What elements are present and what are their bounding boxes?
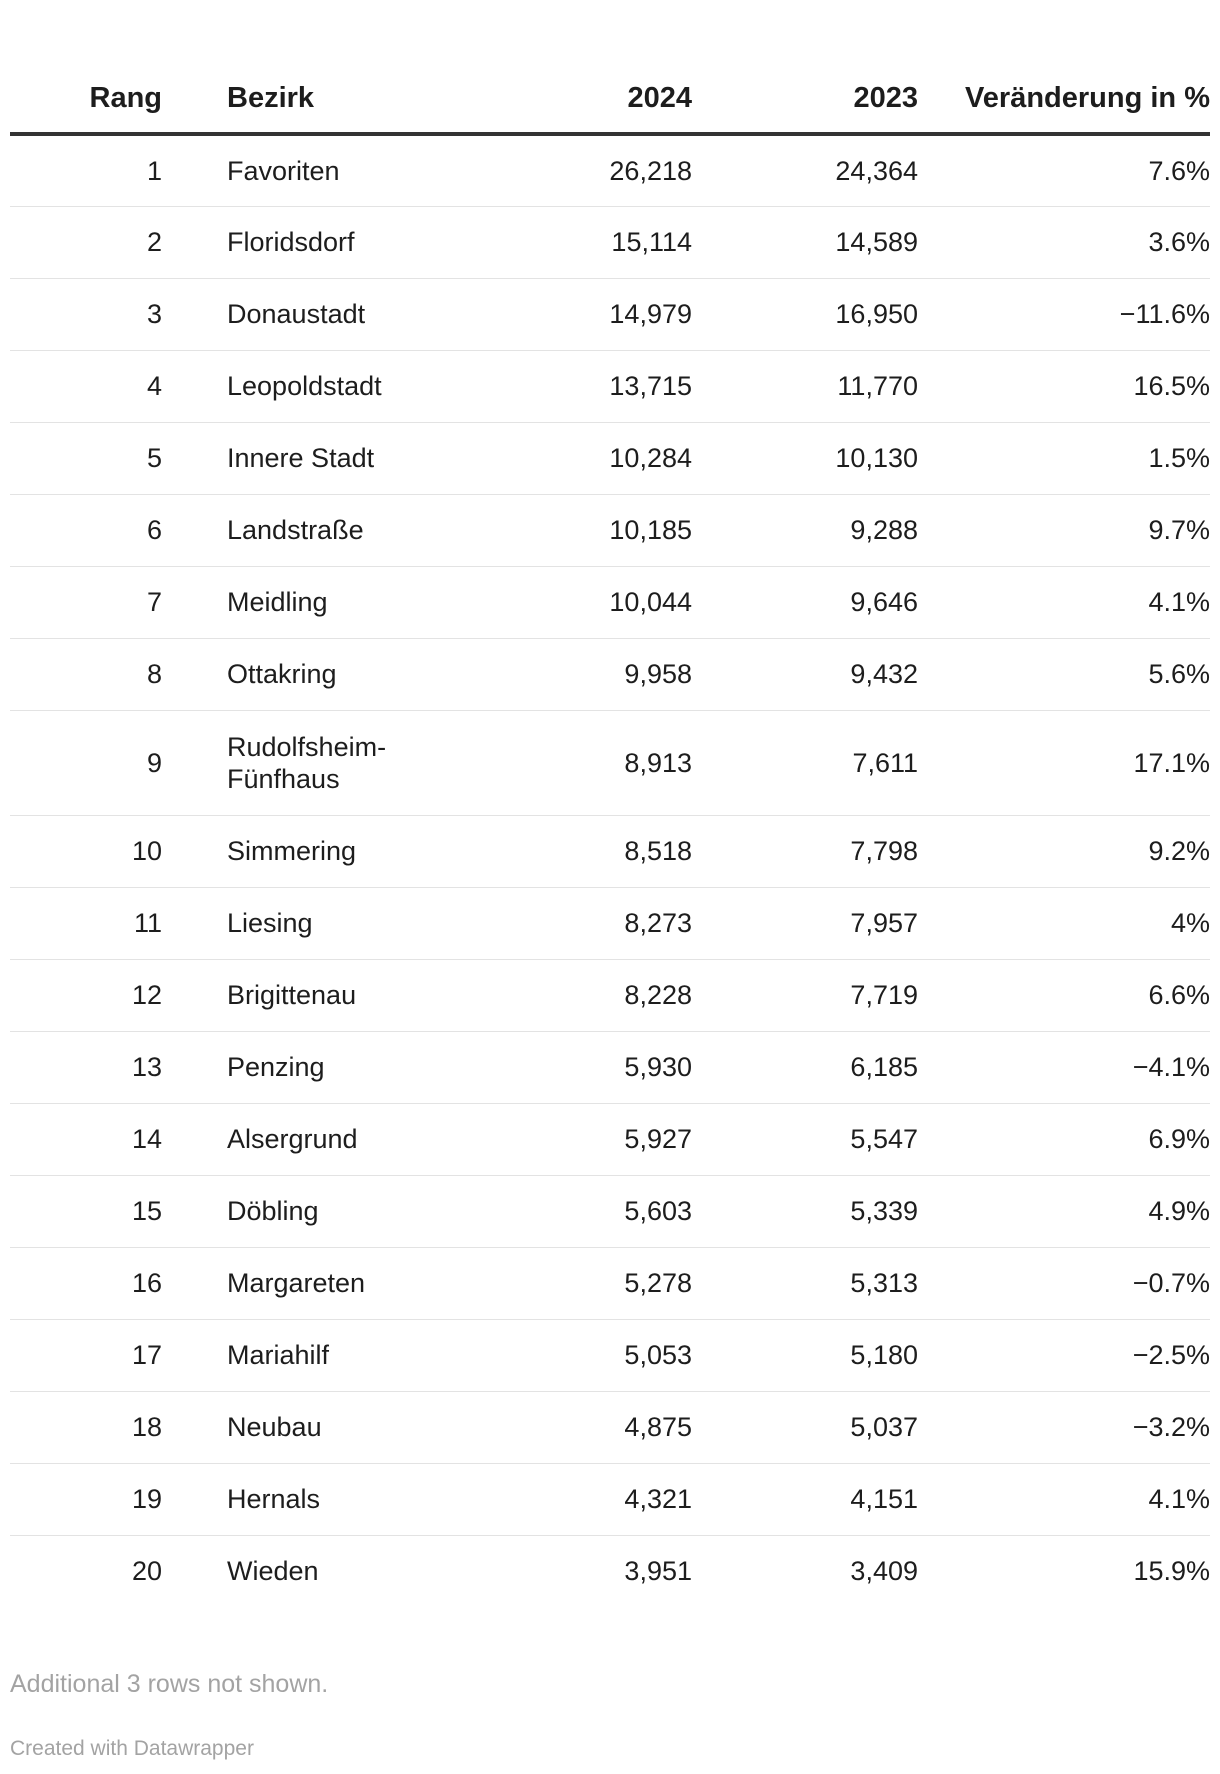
cell-2023: 9,646 — [692, 566, 918, 638]
cell-veraenderung: 4% — [918, 887, 1210, 959]
cell-2024: 5,927 — [462, 1103, 692, 1175]
cell-2024: 4,321 — [462, 1463, 692, 1535]
cell-2024: 4,875 — [462, 1391, 692, 1463]
cell-bezirk: Landstraße — [162, 494, 462, 566]
cell-rang: 19 — [10, 1463, 162, 1535]
cell-2023: 14,589 — [692, 206, 918, 278]
table-row — [10, 1031, 1210, 1103]
cell-bezirk: Simmering — [162, 815, 462, 887]
cell-bezirk: Ottakring — [162, 638, 462, 710]
cell-veraenderung: 5.6% — [918, 638, 1210, 710]
cell-bezirk: Neubau — [162, 1391, 462, 1463]
table-row — [10, 1175, 1210, 1247]
cell-bezirk: Brigittenau — [162, 959, 462, 1031]
table-row — [10, 1319, 1210, 1391]
rows-not-shown-note: Additional 3 rows not shown. — [10, 1670, 329, 1698]
cell-rang: 5 — [10, 422, 162, 494]
cell-veraenderung: −3.2% — [918, 1391, 1210, 1463]
table-row — [10, 1391, 1210, 1463]
cell-2024: 15,114 — [462, 206, 692, 278]
cell-2024: 8,228 — [462, 959, 692, 1031]
header-rang[interactable]: Rang — [10, 40, 162, 134]
cell-2023: 6,185 — [692, 1031, 918, 1103]
cell-2023: 10,130 — [692, 422, 918, 494]
cell-rang: 1 — [10, 134, 162, 206]
cell-2024: 26,218 — [462, 134, 692, 206]
cell-veraenderung: 6.9% — [918, 1103, 1210, 1175]
data-table — [10, 40, 1210, 1607]
cell-bezirk: Rudolfsheim-Fünfhaus — [162, 710, 462, 815]
table-row — [10, 350, 1210, 422]
cell-veraenderung: 4.1% — [918, 566, 1210, 638]
table-row — [10, 710, 1210, 815]
cell-2024: 5,278 — [462, 1247, 692, 1319]
table-body — [10, 134, 1210, 1607]
cell-bezirk: Döbling — [162, 1175, 462, 1247]
cell-bezirk: Wieden — [227, 1556, 319, 1587]
table-row — [10, 206, 1210, 278]
cell-bezirk: Favoriten — [162, 134, 462, 206]
cell-veraenderung: 9.7% — [918, 494, 1210, 566]
header-2024[interactable]: 2024 — [462, 40, 692, 134]
cell-veraenderung: 4.1% — [918, 1463, 1210, 1535]
header-row — [10, 40, 1210, 134]
cell-2024: 13,715 — [462, 350, 692, 422]
table-row — [10, 494, 1210, 566]
cell-2023: 5,313 — [692, 1247, 918, 1319]
cell-veraenderung: 3.6% — [918, 206, 1210, 278]
datawrapper-credit[interactable]: Created with Datawrapper — [10, 1737, 254, 1760]
header-bezirk[interactable]: Bezirk — [162, 40, 462, 134]
cell-2024: 5,053 — [462, 1319, 692, 1391]
table-row — [10, 1103, 1210, 1175]
cell-rang: 15 — [10, 1175, 162, 1247]
cell-2024: 5,603 — [462, 1175, 692, 1247]
cell-rang: 20 — [131, 1556, 162, 1587]
cell-rang: 3 — [10, 278, 162, 350]
table-row — [10, 1247, 1210, 1319]
cell-2024: 10,185 — [462, 494, 692, 566]
cell-rang: 17 — [10, 1319, 162, 1391]
cell-rang: 16 — [10, 1247, 162, 1319]
cell-bezirk: Hernals — [162, 1463, 462, 1535]
cell-rang: 8 — [10, 638, 162, 710]
cell-veraenderung: 4.9% — [918, 1175, 1210, 1247]
cell-2024: 8,518 — [462, 815, 692, 887]
cell-2024: 8,273 — [462, 887, 692, 959]
cell-2023: 5,037 — [692, 1391, 918, 1463]
cell-2023: 7,798 — [692, 815, 918, 887]
cell-veraenderung: −4.1% — [918, 1031, 1210, 1103]
cell-2023: 7,957 — [692, 887, 918, 959]
cell-bezirk: Mariahilf — [162, 1319, 462, 1391]
cell-2023: 3,409 — [850, 1556, 918, 1587]
cell-rang: 14 — [10, 1103, 162, 1175]
header-veraenderung[interactable]: Veränderung in % — [918, 40, 1210, 134]
cell-rang: 9 — [10, 710, 162, 815]
cell-veraenderung: −0.7% — [918, 1247, 1210, 1319]
cell-veraenderung: 9.2% — [918, 815, 1210, 887]
cell-bezirk: Liesing — [162, 887, 462, 959]
cell-bezirk: Leopoldstadt — [162, 350, 462, 422]
cell-bezirk: Meidling — [162, 566, 462, 638]
table-row — [10, 422, 1210, 494]
cell-2024: 9,958 — [462, 638, 692, 710]
cell-bezirk: Floridsdorf — [162, 206, 462, 278]
cell-rang: 6 — [10, 494, 162, 566]
cell-veraenderung: 17.1% — [918, 710, 1210, 815]
cell-2023: 4,151 — [692, 1463, 918, 1535]
cell-bezirk: Penzing — [162, 1031, 462, 1103]
cell-2023: 5,180 — [692, 1319, 918, 1391]
cell-rang: 18 — [10, 1391, 162, 1463]
cell-rang: 10 — [10, 815, 162, 887]
cell-rang: 7 — [10, 566, 162, 638]
cell-bezirk: Alsergrund — [162, 1103, 462, 1175]
table-row — [10, 638, 1210, 710]
cell-2023: 24,364 — [692, 134, 918, 206]
cell-2024: 3,951 — [624, 1556, 692, 1587]
cell-bezirk: Donaustadt — [162, 278, 462, 350]
cell-veraenderung: 6.6% — [918, 959, 1210, 1031]
cell-rang: 2 — [10, 206, 162, 278]
cell-2024: 10,284 — [462, 422, 692, 494]
cell-bezirk: Margareten — [162, 1247, 462, 1319]
cell-rang: 11 — [10, 887, 162, 959]
cell-2023: 16,950 — [692, 278, 918, 350]
table-row — [10, 278, 1210, 350]
table-header — [10, 40, 1210, 134]
cell-rang: 4 — [10, 350, 162, 422]
table-row — [10, 815, 1210, 887]
cell-2023: 5,547 — [692, 1103, 918, 1175]
cell-2023: 5,339 — [692, 1175, 918, 1247]
cell-veraenderung: 7.6% — [918, 134, 1210, 206]
cell-veraenderung: −11.6% — [918, 278, 1210, 350]
cell-veraenderung: −2.5% — [918, 1319, 1210, 1391]
cell-2023: 9,288 — [692, 494, 918, 566]
table-row — [10, 134, 1210, 206]
cell-2024: 8,913 — [462, 710, 692, 815]
cell-2024: 5,930 — [462, 1031, 692, 1103]
table-row — [10, 1463, 1210, 1535]
cell-rang: 13 — [10, 1031, 162, 1103]
cell-2024: 10,044 — [462, 566, 692, 638]
table-row — [10, 566, 1210, 638]
cell-veraenderung: 15.9% — [1133, 1556, 1210, 1587]
header-2023[interactable]: 2023 — [692, 40, 918, 134]
cell-veraenderung: 1.5% — [918, 422, 1210, 494]
cell-2023: 7,611 — [692, 710, 918, 815]
cell-2024: 14,979 — [462, 278, 692, 350]
cell-2023: 7,719 — [692, 959, 918, 1031]
cell-2023: 11,770 — [692, 350, 918, 422]
table-row — [10, 887, 1210, 959]
cell-veraenderung: 16.5% — [918, 350, 1210, 422]
table-row — [10, 1535, 1210, 1607]
table-row — [10, 959, 1210, 1031]
cell-bezirk: Innere Stadt — [162, 422, 462, 494]
cell-rang: 12 — [10, 959, 162, 1031]
cell-2023: 9,432 — [692, 638, 918, 710]
